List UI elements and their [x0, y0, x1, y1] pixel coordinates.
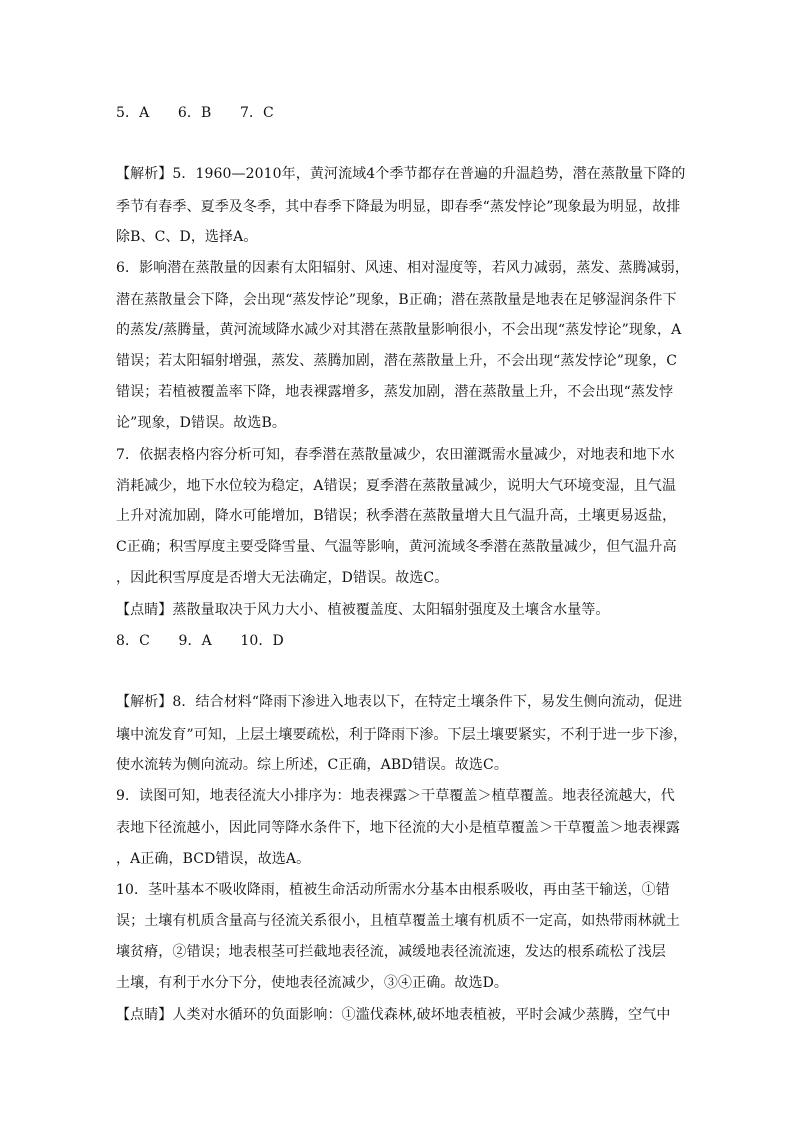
- text-line: 消耗减少，地下水位较为稳定，A错误；夏季潜在蒸散量减少，说明大气环境变湿，且气温: [116, 478, 677, 494]
- answer-key-2: [116, 631, 676, 651]
- text-line: 除B、C、D，选择A。: [116, 229, 258, 245]
- text-line: 10．茎叶基本不吸收降雨，植被生命活动所需水分基本由根系吸收，再由茎干输送，①错: [116, 882, 670, 898]
- text-line: 土壤，有利于水分下分，使地表径流减少，③④正确。故选D。: [116, 975, 509, 991]
- text-line: 上升对流加剧，降水可能增加，B错误；秋季潜在蒸散量增大且气温升高，土壤更易返盐，: [116, 508, 677, 524]
- answer-item: 10．D: [240, 633, 284, 649]
- text-line: 误；土壤有机质含量高与径流关系很小，且植草覆盖土壤有机质不一定高，如热带雨林就土: [116, 913, 680, 929]
- text-line: 错误；若太阳辐射增强，蒸发、蒸腾加剧，潜在蒸散量上升，不会出现“蒸发悖论”现象，C: [116, 353, 678, 369]
- text-line: 壤贫瘠，②错误；地表根茎可拦截地表径流，减缓地表径流流速，发达的根系疏松了浅层: [116, 944, 666, 960]
- text-line: ，A正确，BCD错误，故选A。: [116, 851, 311, 867]
- text-line: 论”现象，D错误。故选B。: [116, 415, 286, 431]
- text-line: 表地下径流越小，因此同等降水条件下，地下径流的大小是植草覆盖＞干草覆盖＞地表裸露: [116, 820, 680, 836]
- text-line: 9．读图可知，地表径流大小排序为：地表裸露＞干草覆盖＞植草覆盖。地表径流越大，代: [116, 788, 675, 804]
- text-line: 潜在蒸散量会下降，会出现“蒸发悖论”现象，B正确；潜在蒸散量是地表在足够湿润条件下: [116, 292, 677, 308]
- answer-item: 6．B: [177, 105, 212, 121]
- tip-line: 【点睛】人类对水循环的负面影响：①滥伐森林,破坏地表植被，平时会减少蒸腾，空气中: [116, 1007, 671, 1023]
- answer-item: 7．C: [239, 105, 274, 121]
- text-line: ，因此积雪厚度是否增大无法确定，D错误。故选C。: [116, 570, 449, 586]
- text-line: 7．依据表格内容分析可知，春季潜在蒸散量减少，农田灌溉需水量减少，对地表和地下水: [116, 447, 675, 463]
- text-line: 季节有春季、夏季及冬季，其中春季下降最为明显，即春季“蒸发悖论”现象最为明显，故排: [116, 199, 681, 215]
- text-line: C正确；积雪厚度主要受降雪量、气温等影响，黄河流域冬季潜在蒸散量减少，但气温升高: [116, 539, 677, 555]
- text-line: 使水流转为侧向流动。综上所述，C正确，ABD错误。故选C。: [116, 757, 508, 773]
- tip-line: 【点睛】蒸散量取决于风力大小、植被覆盖度、太阳辐射强度及土壤含水量等。: [116, 602, 610, 618]
- text-line: 【解析】8．结合材料“降雨下渗进入地表以下，在特定土壤条件下，易发生侧向流动，促进: [116, 694, 683, 710]
- text-line: 的蒸发/蒸腾量，黄河流域降水减少对其潜在蒸散量影响很小，不会出现“蒸发悖论”现象，A: [116, 322, 682, 338]
- text-line: 6．影响潜在蒸散量的因素有太阳辐射、风速、相对湿度等，若风力减弱，蒸发、蒸腾减弱，: [116, 260, 690, 276]
- answer-key-1: [116, 103, 676, 123]
- answer-item: 8．C: [116, 633, 150, 649]
- text-line: 错误；若植被覆盖率下降，地表裸露增多，蒸发加剧，潜在蒸散量上升，不会出现“蒸发悖: [116, 384, 674, 400]
- answer-item: 5．A: [116, 105, 150, 121]
- text-line: 【解析】5．1960—2010年，黄河流域4个季节都存在普遍的升温趋势，潜在蒸散量下降的: [116, 166, 686, 182]
- text-line: 壤中流发育”可知，上层土壤要疏松，利于降雨下渗。下层土壤要紧实，不利于进一步下渗，: [116, 727, 688, 743]
- answer-item: 9．A: [178, 633, 212, 649]
